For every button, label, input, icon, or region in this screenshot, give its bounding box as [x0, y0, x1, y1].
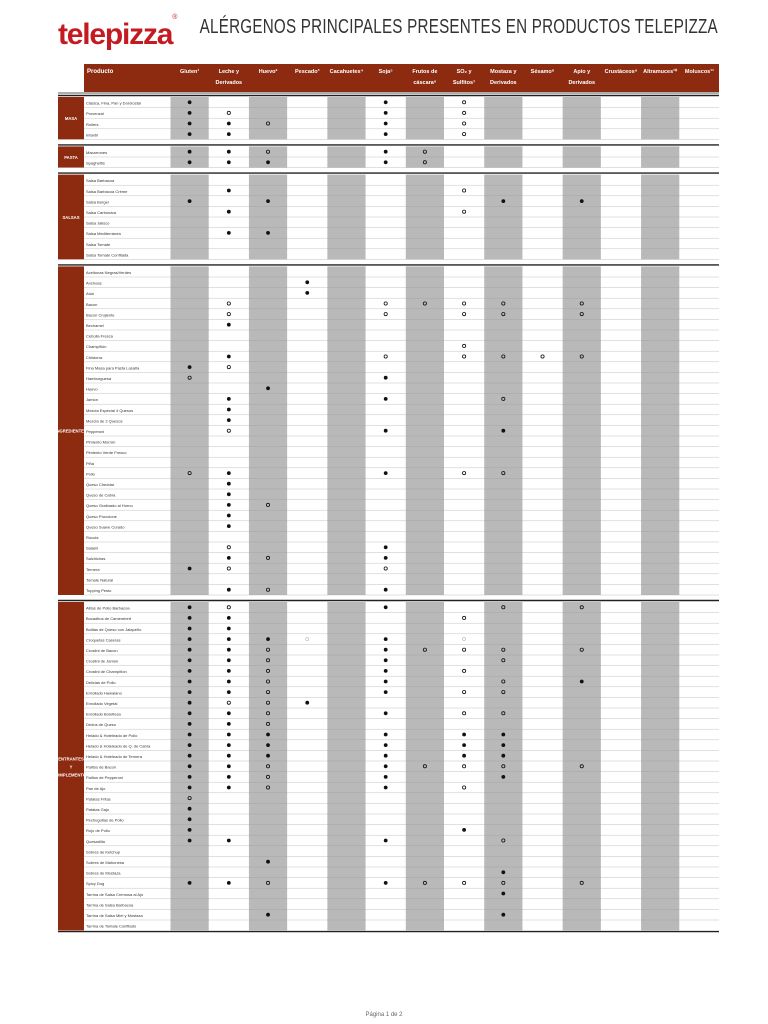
column-header: Derivados: [490, 80, 517, 86]
allergen-open-mark: [227, 606, 230, 609]
allergen-filled-mark: [501, 743, 505, 747]
allergen-filled-mark: [384, 764, 388, 768]
product-name: Tomate Natural: [86, 577, 114, 583]
product-name: Quesadilla: [86, 838, 105, 844]
allergen-open-mark: [384, 313, 387, 316]
allergen-filled-mark: [384, 397, 388, 401]
allergen-filled-mark: [384, 132, 388, 136]
allergen-open-mark: [463, 648, 466, 651]
column-header: Altramuces¹⁰: [643, 69, 678, 75]
allergen-filled-mark: [501, 870, 505, 874]
column-header: Frutos de: [412, 69, 438, 75]
product-name: Dedos de Queso: [86, 722, 117, 728]
product-name: Provenzal: [86, 111, 104, 117]
column-header: Crustáceos⁹: [604, 69, 638, 75]
allergen-filled-mark: [501, 733, 505, 737]
allergen-filled-mark: [188, 132, 192, 136]
product-name: Clásica, Fina, Pan y Dorotostal: [86, 100, 141, 106]
allergen-filled-mark: [501, 913, 505, 917]
allergen-filled-mark: [384, 556, 388, 560]
allergen-open-mark: [227, 546, 230, 549]
allergen-filled-mark: [227, 588, 231, 592]
product-name: Queso Gratinado al Horno: [86, 503, 133, 509]
allergen-open-mark: [463, 881, 466, 884]
product-name: Helado & Hoteleado de Ternera: [86, 754, 142, 759]
product-name: Pechuguitas de Pollo: [86, 817, 124, 823]
allergen-filled-mark: [188, 743, 192, 747]
allergen-filled-mark: [384, 150, 388, 154]
product-name: Salchichas: [86, 556, 106, 562]
allergen-filled-mark: [188, 627, 192, 631]
allergen-filled-mark: [384, 733, 388, 737]
allergen-filled-mark: [188, 365, 192, 369]
allergen-filled-mark: [188, 637, 192, 641]
column-header: Derivados: [215, 80, 243, 86]
allergen-open-mark: [463, 669, 466, 672]
allergen-open-mark: [463, 765, 466, 768]
column-header: Sésamo⁸: [530, 69, 555, 75]
allergen-open-mark: [463, 712, 466, 715]
allergen-filled-mark: [266, 733, 270, 737]
allergen-filled-mark: [227, 881, 231, 885]
allergen-filled-mark: [266, 754, 270, 758]
column-header: Mostaza y: [490, 69, 517, 75]
product-name: Fina Masa para Pasta Lasaña: [86, 365, 140, 371]
allergen-filled-mark: [188, 711, 192, 715]
column-header: Apio y: [573, 69, 591, 75]
allergen-filled-mark: [188, 150, 192, 154]
allergen-filled-mark: [227, 669, 231, 673]
allergen-filled-mark: [305, 291, 309, 295]
allergen-filled-mark: [227, 122, 231, 126]
allergen-filled-mark: [227, 764, 231, 768]
group-label: COMPLEMENTOS: [53, 772, 89, 778]
allergen-filled-mark: [384, 881, 388, 885]
allergen-filled-mark: [188, 658, 192, 662]
product-name: Patatas Gajo: [86, 807, 110, 812]
product-name: Rollers: [86, 121, 99, 127]
product-name: Salsa Burger: [86, 199, 110, 205]
product-name: Bacon: [86, 301, 98, 307]
column-header: Soja⁵: [378, 69, 393, 75]
allergen-open-mark: [463, 786, 466, 789]
allergen-filled-mark: [227, 616, 231, 620]
product-name: Helado & Hoteleado de Q. de Cabra: [86, 743, 151, 749]
allergen-filled-mark: [227, 722, 231, 726]
allergen-filled-mark: [227, 397, 231, 401]
allergen-filled-mark: [384, 111, 388, 115]
allergen-filled-mark: [580, 199, 584, 203]
group-label: SALSAS: [62, 215, 80, 220]
allergen-filled-mark: [384, 839, 388, 843]
product-name: Hamburguesa: [86, 376, 112, 381]
column-header: cáscara⁶: [413, 80, 437, 86]
allergen-filled-mark: [227, 637, 231, 641]
column-header: Derivados: [568, 80, 596, 86]
allergen-filled-mark: [227, 231, 231, 235]
product-name: Salami: [86, 545, 99, 551]
product-name: Spaghettis: [86, 160, 105, 166]
product-name: Sobres de Mostaza: [86, 870, 121, 876]
allergen-filled-mark: [266, 199, 270, 203]
allergen-filled-mark: [227, 408, 231, 412]
column-header: Sulfitos⁷: [452, 80, 476, 86]
allergen-open-mark: [463, 189, 466, 192]
allergen-filled-mark: [227, 492, 231, 496]
allergen-filled-mark: [188, 807, 192, 811]
allergen-filled-mark: [227, 690, 231, 694]
product-name: Huevo: [86, 386, 98, 392]
allergen-open-mark: [384, 355, 387, 358]
product-name: Alitas de Pollo Barbacoa: [86, 605, 130, 611]
allergen-open-mark: [463, 472, 466, 475]
allergen-filled-mark: [384, 376, 388, 380]
page-title: ALÉRGENOS PRINCIPALES PRESENTES EN PRODUCTOS TELEPIZZA: [199, 16, 718, 38]
allergen-filled-mark: [266, 743, 270, 747]
allergen-filled-mark: [384, 648, 388, 652]
allergen-filled-mark: [384, 669, 388, 673]
brand-name: telepizza: [58, 18, 173, 51]
product-name: Anchoas: [86, 280, 102, 286]
product-name: Champiñón: [86, 344, 107, 350]
allergen-filled-mark: [227, 150, 231, 154]
column-header: Leche y: [218, 69, 240, 75]
product-name: Pollo: [86, 471, 95, 477]
allergen-filled-mark: [188, 199, 192, 203]
allergen-trace-mark: [306, 638, 309, 641]
allergen-filled-mark: [227, 556, 231, 560]
allergen-filled-mark: [384, 160, 388, 164]
allergen-filled-mark: [384, 637, 388, 641]
allergen-open-mark: [384, 302, 387, 305]
product-name: Tarrina de Salsa Barbacoa: [86, 902, 134, 908]
allergen-open-mark: [227, 429, 230, 432]
product-name: Salsa Tomate: [86, 241, 111, 247]
allergen-filled-mark: [227, 524, 231, 528]
allergen-filled-mark: [188, 111, 192, 115]
allergen-open-mark: [384, 567, 387, 570]
allergen-open-mark: [463, 111, 466, 114]
column-header: Huevo²: [258, 69, 278, 75]
allergen-open-mark: [227, 313, 230, 316]
allergen-filled-mark: [188, 669, 192, 673]
allergen-open-mark: [463, 344, 466, 347]
product-name: Enrollado Hawaiano: [86, 690, 122, 696]
product-name: Pan de Ajo: [86, 785, 106, 791]
allergen-open-mark: [227, 111, 230, 114]
allergen-filled-mark: [227, 482, 231, 486]
group-label: ENTRANTES: [58, 756, 84, 762]
allergen-trace-mark: [463, 638, 466, 641]
allergen-filled-mark: [227, 680, 231, 684]
allergen-filled-mark: [188, 605, 192, 609]
product-name: Crostini de Jamón: [86, 658, 119, 664]
allergen-open-mark: [463, 616, 466, 619]
allergen-filled-mark: [227, 210, 231, 214]
allergen-filled-mark: [188, 839, 192, 843]
allergen-filled-mark: [188, 786, 192, 790]
product-name: Bolitas de Queso con Jalapeño: [86, 626, 142, 632]
product-name: Rúcula: [86, 535, 99, 540]
allergen-filled-mark: [305, 280, 309, 284]
product-name: Salsa Tomate Confitada: [86, 252, 129, 258]
allergen-filled-mark: [188, 881, 192, 885]
allergen-filled-mark: [227, 658, 231, 662]
allergen-filled-mark: [188, 701, 192, 705]
product-name: Cebolla Fresca: [86, 333, 113, 339]
product-name: Chistorra: [86, 354, 103, 360]
grey-column: [249, 266, 287, 595]
allergen-open-mark: [227, 567, 230, 570]
allergen-filled-mark: [580, 680, 584, 684]
product-name: Rojo de Pollo: [86, 828, 110, 834]
grey-column: [171, 266, 209, 595]
product-name: Tarrina de Tomate Confitado: [86, 923, 137, 929]
allergen-filled-mark: [266, 231, 270, 235]
product-name: Bacon Crujiente: [86, 312, 115, 318]
allergen-filled-mark: [384, 754, 388, 758]
allergen-open-mark: [463, 355, 466, 358]
group-label: Y: [69, 764, 73, 770]
allergen-filled-mark: [188, 616, 192, 620]
allergen-open-mark: [463, 122, 466, 125]
product-name: Salsa Barbacoa: [86, 178, 115, 184]
allergen-filled-mark: [227, 323, 231, 327]
allergen-filled-mark: [188, 722, 192, 726]
allergen-filled-mark: [227, 355, 231, 359]
product-name: Infantil: [86, 132, 98, 138]
column-header: Pescado³: [295, 69, 320, 75]
product-name: Sobres de Mahonesa: [86, 860, 125, 865]
column-header: SO₂ y: [456, 69, 472, 75]
allergen-filled-mark: [384, 100, 388, 104]
allergen-filled-mark: [384, 711, 388, 715]
product-name: Bocaditos de Camembert: [86, 616, 132, 622]
product-name: Pimiento Verde Fresco: [86, 450, 127, 456]
allergen-open-mark: [463, 313, 466, 316]
allergen-filled-mark: [462, 828, 466, 832]
allergen-filled-mark: [188, 817, 192, 821]
allergen-open-mark: [227, 701, 230, 704]
column-header: Moluscos¹¹: [684, 69, 714, 75]
allergen-filled-mark: [188, 122, 192, 126]
product-name: Atún: [86, 291, 95, 297]
allergen-filled-mark: [188, 764, 192, 768]
product-name: Queso Cheddar: [86, 482, 115, 487]
allergen-open-mark: [463, 302, 466, 305]
allergen-open-mark: [463, 101, 466, 104]
allergen-filled-mark: [501, 892, 505, 896]
allergen-open-mark: [463, 210, 466, 213]
column-header: Producto: [87, 69, 114, 75]
allergen-filled-mark: [227, 471, 231, 475]
allergen-filled-mark: [188, 733, 192, 737]
group-label: INGREDIENTES: [55, 428, 87, 434]
product-name: Enrollado Boloñesa: [86, 711, 121, 717]
allergen-filled-mark: [384, 690, 388, 694]
grey-column: [327, 602, 365, 931]
product-name: Bechamel: [86, 323, 104, 328]
group-label: MASA: [64, 116, 78, 122]
allergen-filled-mark: [462, 754, 466, 758]
product-name: Salsa Jalisco: [86, 220, 110, 226]
allergen-filled-mark: [227, 754, 231, 758]
product-name: Croquetas Caseras: [86, 637, 121, 643]
allergen-open-mark: [227, 302, 230, 305]
product-name: Ternera: [86, 566, 100, 572]
product-name: Mezcla de 2 Quesos: [86, 418, 123, 424]
allergen-filled-mark: [384, 471, 388, 475]
allergen-filled-mark: [188, 690, 192, 694]
allergen-filled-mark: [227, 775, 231, 779]
allergen-filled-mark: [188, 567, 192, 571]
allergen-open-mark: [541, 355, 544, 358]
grey-column: [641, 602, 679, 931]
allergen-filled-mark: [501, 199, 505, 203]
allergen-filled-mark: [188, 775, 192, 779]
allergen-filled-mark: [384, 658, 388, 662]
grey-column: [641, 266, 679, 595]
allergen-filled-mark: [227, 839, 231, 843]
allergen-filled-mark: [188, 648, 192, 652]
allergen-filled-mark: [227, 514, 231, 518]
product-name: Delicias de Pollo: [86, 679, 116, 685]
group-label: PASTA: [64, 155, 78, 160]
allergen-filled-mark: [188, 100, 192, 104]
product-name: Salsa Barbacoa Crème: [86, 188, 128, 194]
product-name: Salsa Carbonara: [86, 210, 117, 215]
product-name: Pepperoni: [86, 429, 105, 434]
allergen-filled-mark: [462, 733, 466, 737]
product-name: Tarrina de Salsa Cremosa al Ajo: [86, 891, 144, 897]
page-footer: Página 1 de 2: [365, 1012, 403, 1018]
allergen-filled-mark: [188, 680, 192, 684]
product-name: Jamón: [86, 397, 99, 403]
allergen-filled-mark: [266, 386, 270, 390]
product-name: Helado & Hoteleado de Pollo: [86, 732, 138, 738]
allergen-filled-mark: [227, 733, 231, 737]
allergen-filled-mark: [227, 132, 231, 136]
allergen-filled-mark: [384, 588, 388, 592]
allergen-table: [53, 64, 719, 932]
allergen-filled-mark: [384, 680, 388, 684]
allergen-open-mark: [227, 366, 230, 369]
allergen-filled-mark: [227, 418, 231, 422]
product-name: Pimiento Morrón: [86, 439, 116, 445]
product-name: Spicy Dog: [86, 881, 105, 887]
allergen-filled-mark: [384, 775, 388, 779]
product-name: Crostini de Champiñón: [86, 669, 127, 675]
allergen-filled-mark: [188, 160, 192, 164]
product-name: Palitos de Bacon: [86, 764, 117, 770]
allergen-filled-mark: [227, 627, 231, 631]
product-name: Palitos de Pepperoni: [86, 775, 123, 781]
product-name: Queso Suave Curado: [86, 524, 125, 530]
grey-column: [327, 266, 365, 595]
product-name: Topping Pesto: [86, 588, 112, 593]
product-name: Tarrina de Salsa Miel y Mostaza: [86, 913, 143, 918]
allergen-filled-mark: [266, 860, 270, 864]
allergen-filled-mark: [266, 637, 270, 641]
allergen-filled-mark: [462, 743, 466, 747]
allergen-filled-mark: [227, 648, 231, 652]
allergen-filled-mark: [227, 189, 231, 193]
allergen-filled-mark: [384, 122, 388, 126]
allergen-filled-mark: [227, 711, 231, 715]
allergen-filled-mark: [266, 913, 270, 917]
product-name: Patatas Fritas: [86, 796, 111, 802]
product-name: Salsa Mediterránea: [86, 231, 121, 237]
allergen-filled-mark: [501, 429, 505, 433]
allergen-filled-mark: [384, 786, 388, 790]
allergen-filled-mark: [501, 754, 505, 758]
allergen-filled-mark: [188, 754, 192, 758]
column-header: Gluten¹: [179, 69, 200, 75]
product-name: Crostini de Bacon: [86, 648, 118, 653]
allergen-open-mark: [463, 691, 466, 694]
allergen-filled-mark: [188, 828, 192, 832]
product-name: Queso de Cabra: [86, 492, 116, 498]
product-name: Piña: [86, 460, 95, 466]
product-name: Sobres de Ketchup: [86, 849, 121, 855]
allergen-filled-mark: [227, 743, 231, 747]
column-header: Cacahuetes⁴: [329, 69, 364, 75]
product-name: Queso Provolone: [86, 513, 117, 519]
allergen-filled-mark: [384, 429, 388, 433]
allergen-filled-mark: [305, 701, 309, 705]
allergen-filled-mark: [384, 743, 388, 747]
product-name: Enrollado Vegetal: [86, 701, 118, 706]
allergen-filled-mark: [266, 160, 270, 164]
product-name: Mezcla Especial 4 Quesos: [86, 407, 134, 413]
allergen-filled-mark: [384, 605, 388, 609]
telepizza-logo: [58, 12, 177, 55]
product-name: Aceitunas Negras/Verdes: [86, 270, 132, 275]
registered-mark: ®: [172, 14, 178, 21]
grey-column: [406, 266, 444, 595]
allergen-filled-mark: [227, 160, 231, 164]
allergen-open-mark: [463, 133, 466, 136]
product-name: Macarrones: [86, 150, 108, 155]
allergen-filled-mark: [384, 545, 388, 549]
allergen-filled-mark: [227, 786, 231, 790]
allergen-filled-mark: [501, 775, 505, 779]
allergen-filled-mark: [227, 503, 231, 507]
